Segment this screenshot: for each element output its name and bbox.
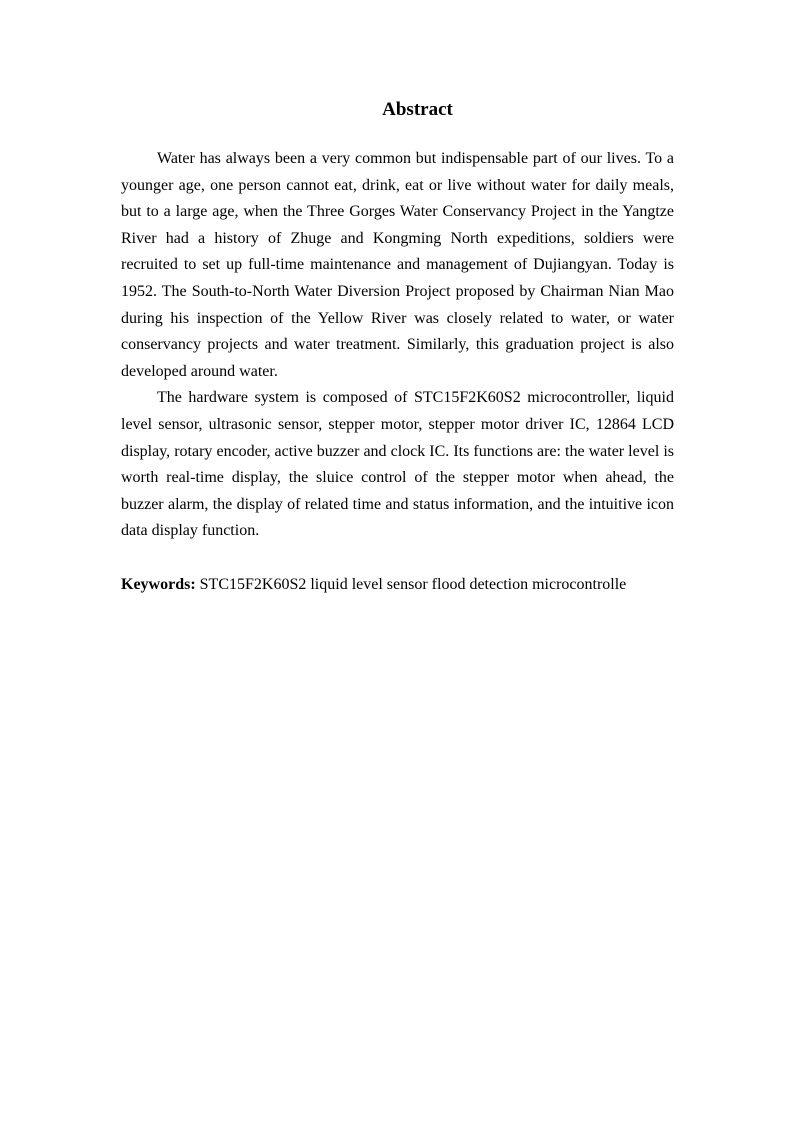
keywords-label: Keywords: (121, 575, 196, 593)
abstract-body (121, 146, 674, 598)
keywords-line (121, 572, 674, 599)
abstract-paragraph-1: Water has always been a very common but indispensable part of our lives. To a younger age, one person cannot eat, drink, eat or live without water for daily meals, but to a large age, when the Three Gorges Water Conservancy Project in the Yangtze River had a history of Zhuge and Kongming North expeditions, soldiers were recruited to set up full-time maintenance and management of Dujiangyan. Today is 1952. The South-to-North Water Diversion Project proposed by Chairman Nian Mao during his inspection of the Yellow River was closely related to water, or water conservancy projects and water treatment. Similarly, this graduation project is also developed around water. (121, 150, 674, 380)
keywords-text: STC15F2K60S2 liquid level sensor flood detection microcontrolle (199, 575, 627, 593)
abstract-title: Abstract (382, 99, 453, 120)
abstract-paragraph-2: The hardware system is composed of STC15F2K60S2 microcontroller, liquid level sensor, ultrasonic sensor, stepper motor, stepper motor driver IC, 12864 LCD display, rotary encoder, active buzzer and clock IC. Its functions are: the water level is worth real-time display, the sluice control of the stepper motor when ahead, the buzzer alarm, the display of related time and status information, and the intuitive icon data display function. (121, 389, 674, 540)
